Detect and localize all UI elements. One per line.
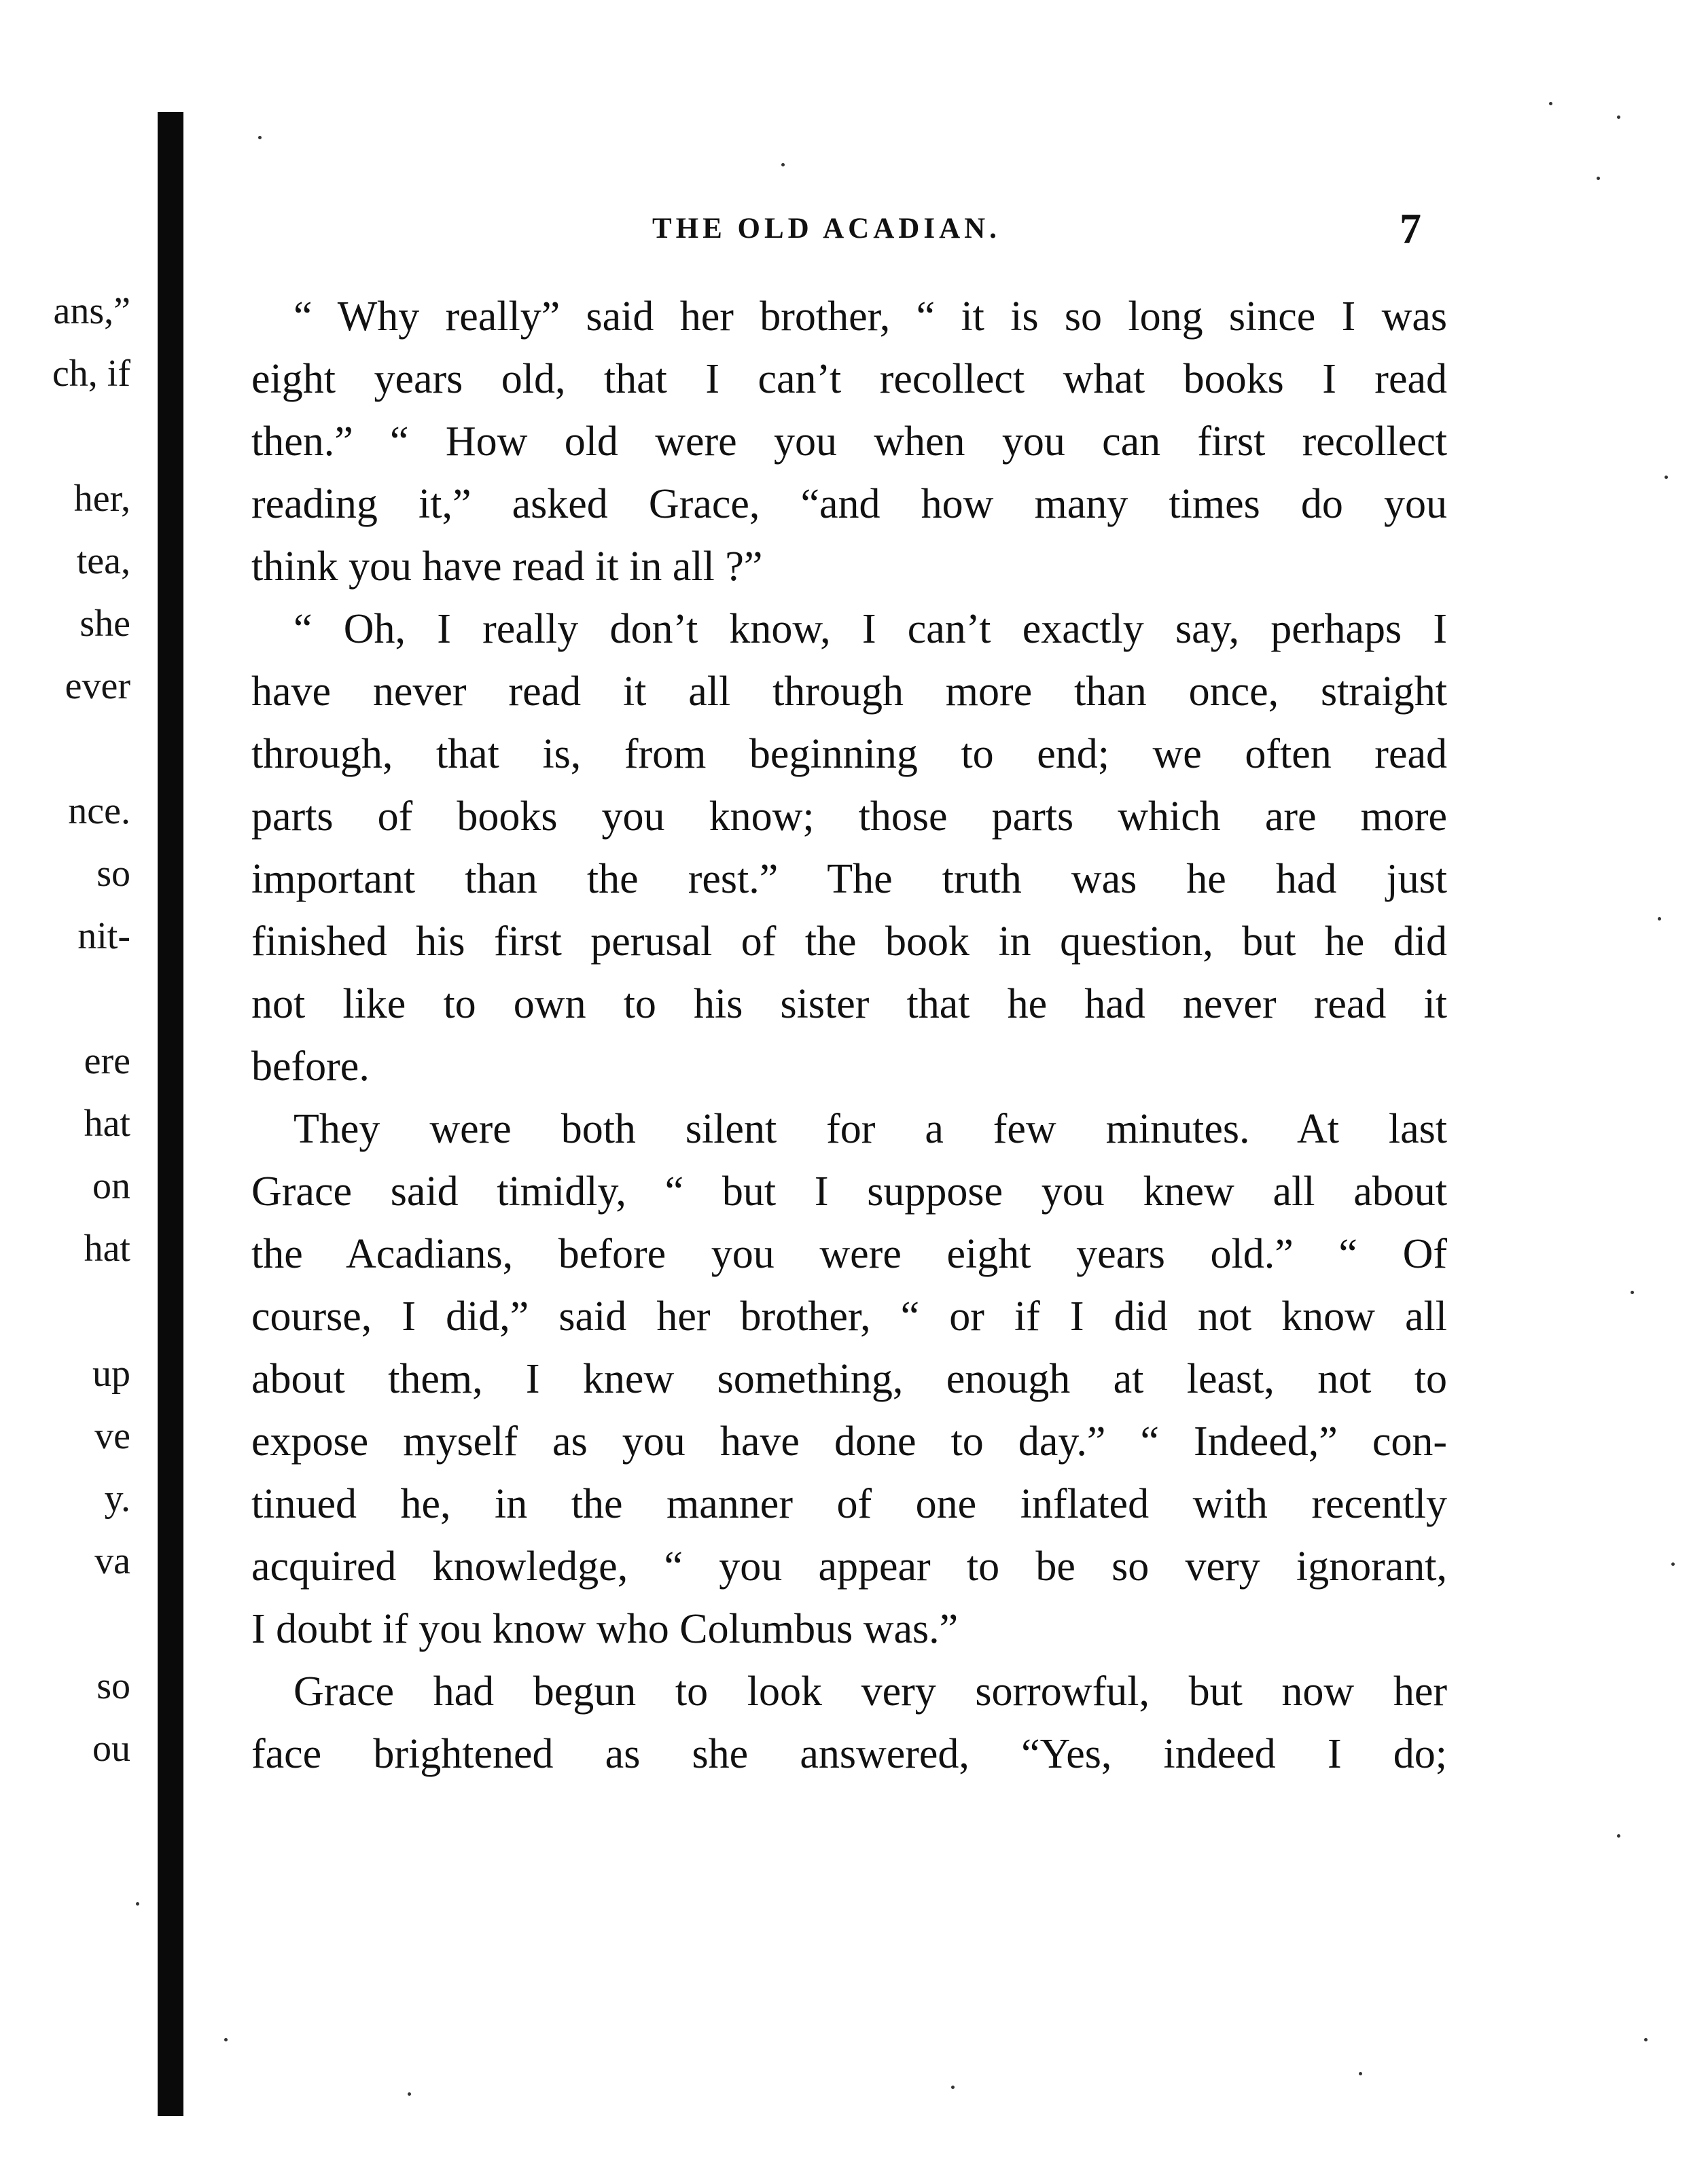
text-line: parts of books you know; those parts which are more xyxy=(251,793,1447,840)
body-text xyxy=(251,285,1447,1785)
previous-page-fragment: so xyxy=(96,853,130,895)
text-line: tinued he, in the manner of one inflated with recently xyxy=(251,1481,1447,1527)
previous-page-fragment: ch, if xyxy=(52,353,130,395)
text-line: through, that is, from beginning to end; we often read xyxy=(251,731,1447,777)
previous-page-fragment: y. xyxy=(104,1478,130,1520)
book-page xyxy=(204,0,1708,2180)
scan-speck xyxy=(1549,102,1552,105)
running-title: THE OLD ACADIAN. xyxy=(652,213,1001,245)
text-line: expose myself as you have done to day.” “ Indeed,” con- xyxy=(251,1418,1447,1465)
previous-page-fragment: ans,” xyxy=(53,290,130,332)
scan-speck xyxy=(1671,1562,1675,1566)
text-line: Grace had begun to look very sorrowful, but now her xyxy=(293,1668,1447,1715)
previous-page-fragment: va xyxy=(94,1540,130,1582)
scan-speck xyxy=(1617,115,1620,119)
scan-speck xyxy=(408,2092,411,2096)
previous-page-fragment: nit- xyxy=(77,915,130,957)
previous-page-fragment: tea, xyxy=(76,540,130,582)
text-line: Grace said timidly, “ but I suppose you knew all about xyxy=(251,1168,1447,1215)
scan-speck xyxy=(1597,177,1600,180)
previous-page-fragment: ou xyxy=(92,1728,130,1770)
text-line: acquired knowledge, “ you appear to be so very ignorant, xyxy=(251,1543,1447,1590)
scan-speck xyxy=(136,1902,139,1906)
text-line: think you have read it in all ?” xyxy=(251,543,763,590)
page-number: 7 xyxy=(1400,204,1421,253)
text-line: face brightened as she answered, “Yes, indeed I do; xyxy=(251,1731,1447,1777)
previous-page-fragment: so xyxy=(96,1665,130,1707)
page-header xyxy=(204,204,1461,258)
text-line: the Acadians, before you were eight years old.” “ Of xyxy=(251,1231,1447,1277)
text-line: before. xyxy=(251,1043,370,1090)
previous-page-edge xyxy=(0,0,158,2180)
scan-speck xyxy=(1665,476,1668,479)
text-line: They were both silent for a few minutes. At last xyxy=(293,1106,1447,1152)
scan-speck xyxy=(951,2086,955,2089)
scan-speck xyxy=(224,2038,228,2041)
previous-page-fragment: she xyxy=(79,603,130,645)
scan-speck xyxy=(781,163,785,166)
text-line: not like to own to his sister that he had never read it xyxy=(251,981,1447,1027)
scan-speck xyxy=(1617,1834,1620,1838)
text-line: “ Why really” said her brother, “ it is so long since I was xyxy=(293,293,1447,340)
scan-speck xyxy=(1631,1291,1634,1294)
text-line: reading it,” asked Grace, “and how many times do you xyxy=(251,481,1447,527)
scan-speck xyxy=(1644,2038,1648,2041)
scan-speck xyxy=(1658,917,1661,921)
previous-page-fragment: ere xyxy=(84,1040,130,1082)
previous-page-fragment: hat xyxy=(84,1103,130,1145)
scan-speck xyxy=(1359,2072,1362,2075)
previous-page-fragment: on xyxy=(92,1165,130,1207)
previous-page-fragment: up xyxy=(92,1353,130,1395)
scan-speck xyxy=(258,136,262,139)
previous-page-fragment: her, xyxy=(73,478,130,520)
text-line: important than the rest.” The truth was he had just xyxy=(251,856,1447,902)
text-line: then.” “ How old were you when you can first recollect xyxy=(251,418,1447,465)
previous-page-fragment: ever xyxy=(65,665,130,707)
text-line: eight years old, that I can’t recollect what books I read xyxy=(251,356,1447,402)
text-line: course, I did,” said her brother, “ or if I did not know all xyxy=(251,1293,1447,1340)
text-line: “ Oh, I really don’t know, I can’t exactly say, perhaps I xyxy=(293,606,1447,652)
binding-gutter xyxy=(158,112,183,2116)
previous-page-fragment: hat xyxy=(84,1228,130,1270)
text-line: about them, I knew something, enough at least, not to xyxy=(251,1356,1447,1402)
text-line: have never read it all through more than once, straight xyxy=(251,668,1447,715)
text-line: finished his first perusal of the book in question, but he did xyxy=(251,918,1447,965)
previous-page-fragment: nce. xyxy=(68,790,130,832)
previous-page-fragment: ve xyxy=(94,1415,130,1457)
text-line: I doubt if you know who Columbus was.” xyxy=(251,1606,959,1652)
